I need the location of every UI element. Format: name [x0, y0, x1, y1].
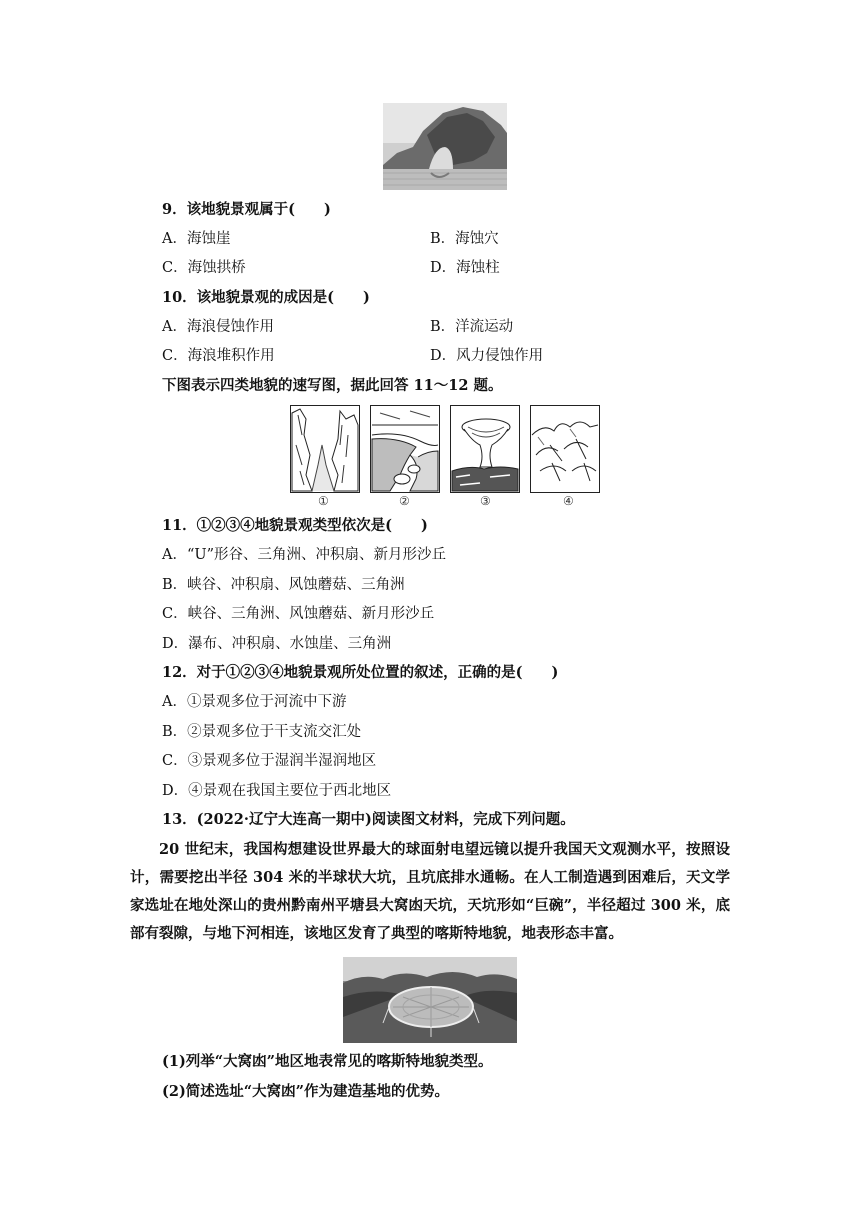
intro-11-12: 下图表示四类地貌的速写图，据此回答 11～12 题。	[162, 377, 503, 394]
q9-option-b: B．海蚀穴	[430, 231, 499, 247]
q13-sub2: (2)简述选址“大窝凼”作为建造基地的优势。	[162, 1083, 449, 1100]
sketch-2-label: ②	[399, 494, 410, 508]
sketch-3-label: ③	[480, 494, 491, 508]
sketch-1-label: ①	[318, 494, 329, 508]
q10-option-c: C．海浪堆积作用	[162, 348, 275, 364]
q11-option-c: C．峡谷、三角洲、风蚀蘑菇、新月形沙丘	[162, 606, 435, 622]
q11-option-a: A．“U”形谷、三角洲、冲积扇、新月形沙丘	[162, 547, 447, 563]
q10-option-d: D．风力侵蚀作用	[430, 348, 544, 364]
q12-option-b: B．②景观多位于干支流交汇处	[162, 724, 362, 740]
sea-arch-photo	[383, 103, 507, 190]
sketch-2-delta	[370, 405, 440, 493]
q12-option-d: D．④景观在我国主要位于西北地区	[162, 783, 392, 799]
sketch-1-canyon	[290, 405, 360, 493]
q13-material: 20 世纪末，我国构想建设世界最大的球面射电望远镜以提升我国天文观测水平，按照设计，需要挖出半径 304 米的半球状大坑，且坑底排水通畅。在人工制造遇到困难后，天文学家选址在地处深山的贵州黔南州平塘县大窝凼天坑，天坑形如“巨碗”，半径超过 300 米，底部有裂隙，与地下河相连，该地区发育了典型的喀斯特地貌，地表形态丰富。	[130, 841, 730, 942]
q11-stem: 11．①②③④地貌景观类型依次是( )	[162, 517, 428, 534]
q12-stem: 12．对于①②③④地貌景观所处位置的叙述，正确的是( )	[162, 664, 559, 681]
q9-option-d: D．海蚀柱	[430, 260, 500, 276]
q13-stem: 13．(2022·辽宁大连高一期中)阅读图文材料，完成下列问题。	[162, 811, 575, 828]
q13-sub1: (1)列举“大窝凼”地区地表常见的喀斯特地貌类型。	[162, 1053, 493, 1070]
q10-option-a: A．海浪侵蚀作用	[162, 319, 274, 335]
sketch-4-label: ④	[563, 494, 574, 508]
q10-stem: 10．该地貌景观的成因是( )	[162, 289, 370, 306]
fast-telescope-photo	[343, 957, 517, 1043]
q9-option-c: C．海蚀拱桥	[162, 260, 246, 276]
q11-option-d: D．瀑布、冲积扇、水蚀崖、三角洲	[162, 636, 392, 652]
sketch-4-dunes	[530, 405, 600, 493]
sketch-3-mushroom-rock	[450, 405, 520, 493]
q12-option-a: A．①景观多位于河流中下游	[162, 694, 347, 710]
q10-option-b: B．洋流运动	[430, 319, 514, 335]
q9-stem: 9．该地貌景观属于( )	[162, 201, 331, 218]
q12-option-c: C．③景观多位于湿润半湿润地区	[162, 753, 377, 769]
q11-option-b: B．峡谷、冲积扇、风蚀蘑菇、三角洲	[162, 577, 405, 593]
q9-option-a: A．海蚀崖	[162, 231, 231, 247]
